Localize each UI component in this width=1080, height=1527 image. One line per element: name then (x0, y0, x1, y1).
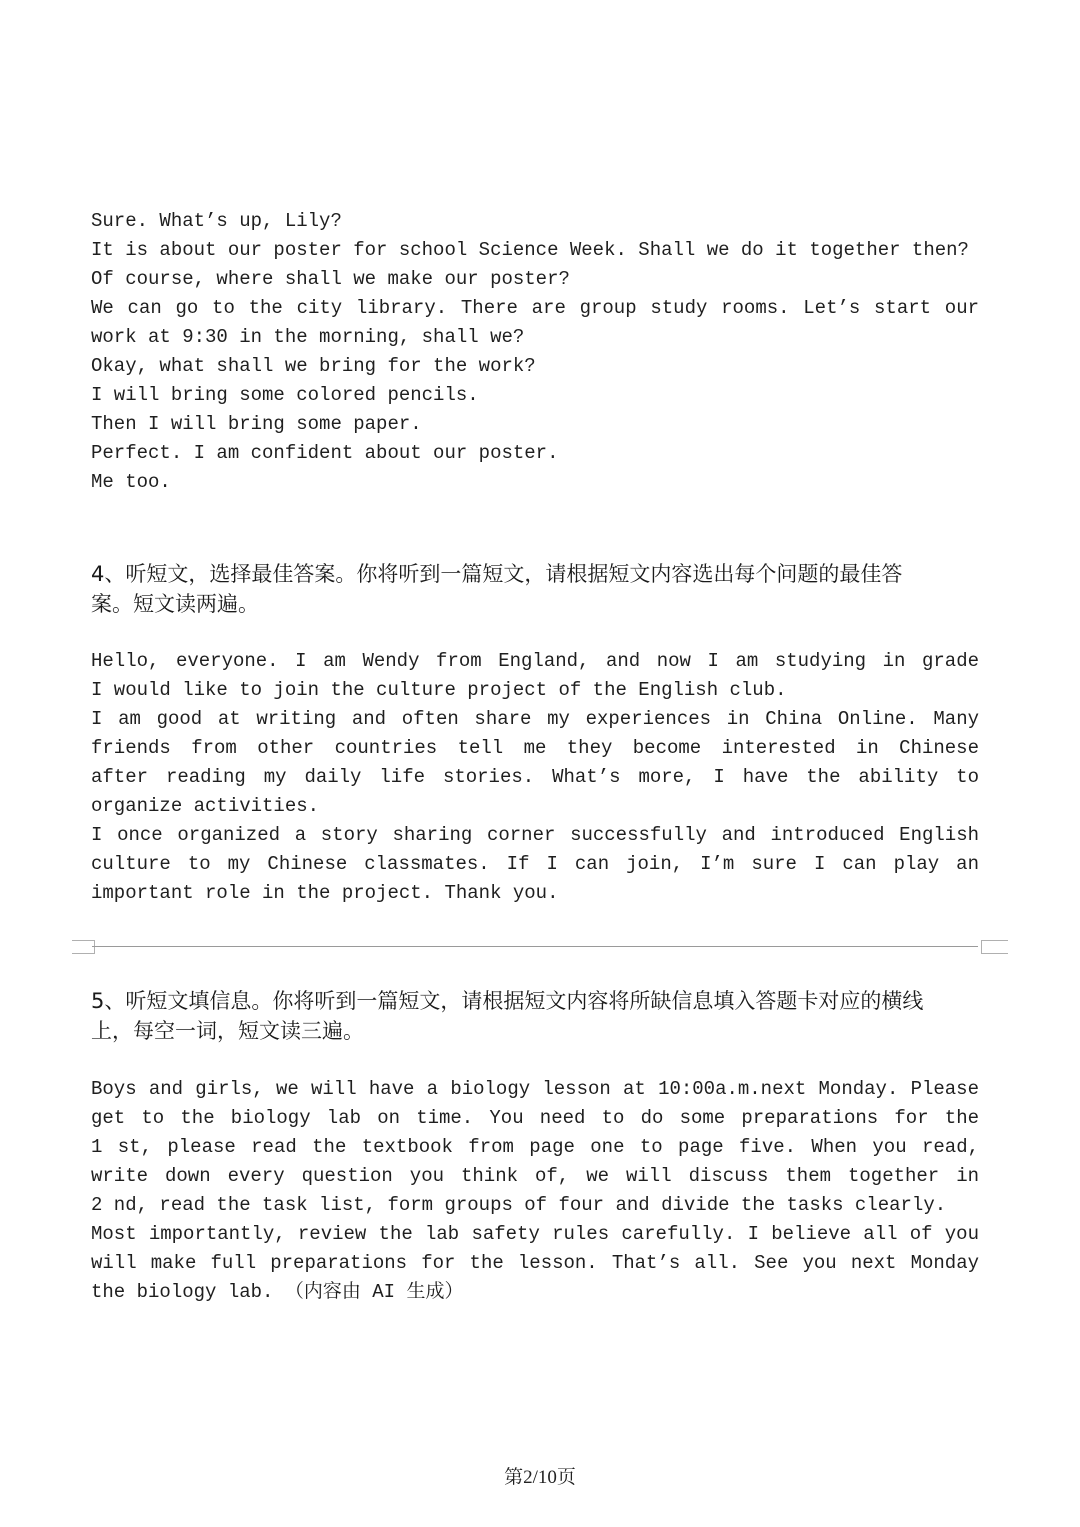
dialogue-line: Sure. What’s up, Lily? (91, 210, 342, 232)
passage-line: will make full preparations for the lesson. That’s all. See you next Monday (91, 1252, 979, 1274)
passage-line: after reading my daily life stories. What’s more, I have the ability to (91, 766, 979, 788)
dialogue-line: Of course, where shall we make our poster? (91, 268, 570, 290)
passage-line: Hello, everyone. I am Wendy from England, and now I am studying in grade (91, 650, 979, 672)
section-4-heading (91, 559, 981, 619)
dialogue-line: Me too. (91, 471, 171, 493)
passage-line: write down every question you think of, we will discuss them together in (91, 1165, 979, 1187)
section-5-heading-line: 上，每空一词，短文读三遍。 (91, 1019, 364, 1043)
page-break-separator (72, 940, 1008, 954)
passage-line: the biology lab. （内容由 AI 生成） (91, 1281, 464, 1303)
section-5-passage (91, 1075, 979, 1307)
page-break-line (92, 946, 978, 947)
dialogue-line: Okay, what shall we bring for the work? (91, 355, 536, 377)
page-break-marker-left (72, 940, 95, 954)
passage-line: get to the biology lab on time. You need to do some preparations for the (91, 1107, 979, 1129)
passage-line: 2 nd, read the task list, form groups of four and divide the tasks clearly. (91, 1194, 947, 1216)
section-5-heading-line: 5、听短文填信息。你将听到一篇短文，请根据短文内容将所缺信息填入答题卡对应的横线 (91, 989, 924, 1013)
section-4-passage (91, 647, 979, 908)
passage-line: Most importantly, review the lab safety rules carefully. I believe all of you (91, 1223, 979, 1245)
dialogue-line: work at 9:30 in the morning, shall we? (91, 326, 525, 348)
dialogue-line: Then I will bring some paper. (91, 413, 422, 435)
page-break-marker-right (981, 940, 1008, 954)
passage-line: culture to my Chinese classmates. If I can join, I’m sure I can play an (91, 853, 979, 875)
section-4-heading-line: 4、听短文，选择最佳答案。你将听到一篇短文，请根据短文内容选出每个问题的最佳答 (91, 562, 903, 586)
passage-line: organize activities. (91, 795, 320, 817)
passage-line: friends from other countries tell me they become interested in Chinese (91, 737, 979, 759)
dialogue-line: I will bring some colored pencils. (91, 384, 479, 406)
dialogue-transcript (91, 207, 979, 497)
dialogue-line: Perfect. I am confident about our poster. (91, 442, 559, 464)
passage-line: Boys and girls, we will have a biology lesson at 10:00a.m.next Monday. Please (91, 1078, 979, 1100)
dialogue-line: We can go to the city library. There are group study rooms. Let’s start our (91, 297, 979, 319)
section-5-heading (91, 986, 981, 1046)
page-number: 第2/10页 (504, 1467, 576, 1488)
section-4-heading-line: 案。短文读两遍。 (91, 592, 259, 616)
passage-line: I once organized a story sharing corner successfully and introduced English (91, 824, 979, 846)
passage-line: I would like to join the culture project of the English club. (91, 679, 787, 701)
dialogue-line: It is about our poster for school Science Week. Shall we do it together then? (91, 239, 969, 261)
passage-line: 1 st, please read the textbook from page one to page five. When you read, (91, 1136, 979, 1158)
passage-line: important role in the project. Thank you. (91, 882, 559, 904)
passage-line: I am good at writing and often share my experiences in China Online. Many (91, 708, 979, 730)
